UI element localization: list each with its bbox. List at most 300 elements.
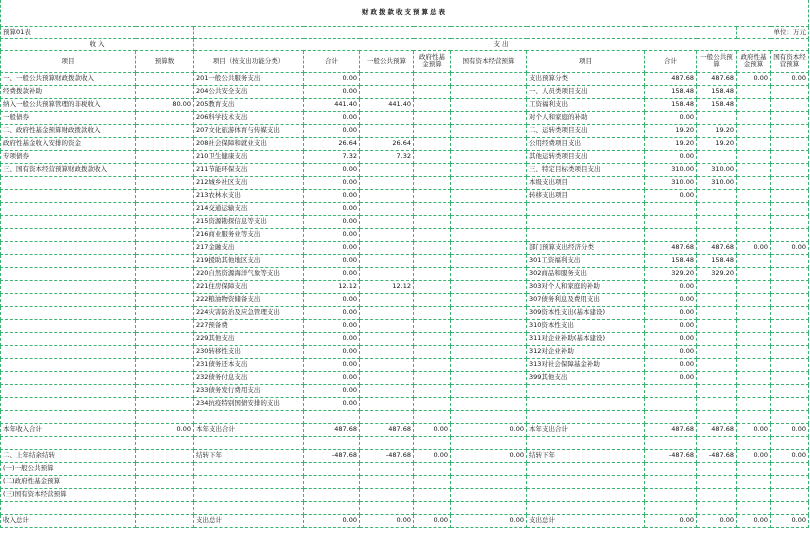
table-cell: 303对个人和家庭的补助 [527,280,645,293]
table-cell [1,280,136,293]
table-cell [360,501,414,514]
table-cell [136,358,194,371]
table-cell [1,306,136,319]
table-row [1,436,809,449]
table-cell: 0.00 [645,306,697,319]
table-cell [414,410,451,423]
table-cell [527,384,645,397]
table-row [1,85,809,98]
table-cell [136,371,194,384]
table-cell: 公用经费项目支出 [527,137,645,150]
table-row [1,332,809,345]
table-cell [697,501,737,514]
table-cell [451,150,527,163]
table-cell [360,475,414,488]
table-cell: 212城乡社区支出 [194,176,304,189]
table-cell [360,410,414,423]
table-cell [645,462,697,475]
col-header-state-capital2: 国有资本经营预算 [771,50,809,72]
table-cell: 0.00 [304,514,360,527]
table-cell [771,189,809,202]
table-cell [414,280,451,293]
table-cell [451,98,527,111]
table-cell [737,475,771,488]
table-cell [451,488,527,501]
table-cell [451,358,527,371]
table-cell: 231债务还本支出 [194,358,304,371]
table-cell [737,280,771,293]
table-cell [414,176,451,189]
table-cell: 0.00 [771,423,809,436]
table-cell [771,98,809,111]
table-cell [697,189,737,202]
table-cell [527,501,645,514]
section-row [1,38,809,50]
table-cell [771,215,809,228]
table-cell: 0.00 [414,514,451,527]
table-cell: 0.00 [360,514,414,527]
table-cell: 0.00 [645,150,697,163]
table-cell [451,72,527,85]
table-cell [737,345,771,358]
table-cell: 229其他支出 [194,332,304,345]
table-cell [360,85,414,98]
table-cell [136,462,194,475]
table-cell [360,306,414,319]
table-cell [136,215,194,228]
table-cell: 219援助其他地区支出 [194,254,304,267]
table-cell: 214交通运输支出 [194,202,304,215]
table-cell [136,254,194,267]
table-cell [771,501,809,514]
table-cell: 专项债券 [1,150,136,163]
table-cell: 0.00 [304,111,360,124]
table-cell [451,436,527,449]
table-cell [1,215,136,228]
table-cell [304,410,360,423]
table-cell [697,202,737,215]
table-cell [414,332,451,345]
table-row [1,111,809,124]
table-cell [645,475,697,488]
table-cell: 0.00 [771,241,809,254]
table-cell: 221住房保障支出 [194,280,304,293]
table-cell [1,384,136,397]
table-cell [194,436,304,449]
table-cell [737,215,771,228]
table-cell [136,410,194,423]
table-cell [1,228,136,241]
info-row [1,26,809,38]
table-cell [771,332,809,345]
table-cell [451,241,527,254]
table-cell: 0.00 [304,319,360,332]
table-cell: 0.00 [645,514,697,527]
table-cell [771,358,809,371]
table-row [1,449,809,462]
table-cell: 487.68 [304,423,360,436]
table-cell [414,319,451,332]
table-cell: 215资源勘探信息等支出 [194,215,304,228]
table-cell [645,436,697,449]
col-header-general: 一般公共预算 [360,50,414,72]
table-cell [360,189,414,202]
table-row [1,488,809,501]
table-cell: 结转下年 [194,449,304,462]
table-cell [737,189,771,202]
table-cell: 0.00 [304,254,360,267]
table-cell: 0.00 [645,371,697,384]
table-row [1,410,809,423]
table-cell: 441.40 [360,98,414,111]
table-cell [360,267,414,280]
table-cell [194,501,304,514]
table-cell [737,111,771,124]
table-cell [304,501,360,514]
table-cell: 207文化旅游体育与传媒支出 [194,124,304,137]
table-cell [737,163,771,176]
table-cell: 206科学技术支出 [194,111,304,124]
table-cell [451,501,527,514]
table-cell [697,150,737,163]
table-cell [737,306,771,319]
table-cell: 220自然资源海洋气象等支出 [194,267,304,280]
table-cell [360,241,414,254]
table-cell [451,345,527,358]
table-cell: 158.48 [645,98,697,111]
table-cell [1,345,136,358]
table-cell [136,488,194,501]
table-cell: 0.00 [645,319,697,332]
table-cell [360,319,414,332]
table-cell [414,306,451,319]
table-cell [414,358,451,371]
table-cell: 213农林水支出 [194,189,304,202]
col-header-total: 合计 [304,50,360,72]
table-cell [414,371,451,384]
table-cell [1,293,136,306]
table-cell [527,410,645,423]
table-cell [451,371,527,384]
table-cell: 0.00 [304,306,360,319]
table-cell: -487.68 [304,449,360,462]
table-cell [771,293,809,306]
table-cell [414,254,451,267]
table-row [1,306,809,319]
table-cell [136,293,194,306]
title-row [1,0,809,26]
table-row [1,319,809,332]
table-cell: 0.00 [737,423,771,436]
table-cell [136,397,194,410]
table-cell: 310.00 [645,176,697,189]
table-cell [1,501,136,514]
table-cell [771,150,809,163]
table-cell: 0.00 [414,449,451,462]
table-cell [451,163,527,176]
table-row [1,176,809,189]
table-row [1,345,809,358]
table-cell [414,436,451,449]
table-cell [737,410,771,423]
expense-section-header: 支 出 [194,38,809,50]
table-cell [414,72,451,85]
table-cell [304,488,360,501]
table-cell [737,488,771,501]
table-cell [451,189,527,202]
table-cell: 158.48 [697,98,737,111]
table-cell: 0.00 [304,397,360,410]
table-row [1,267,809,280]
table-cell [1,189,136,202]
table-cell: 233债务发行费用支出 [194,384,304,397]
table-cell [136,436,194,449]
table-cell: 399其他支出 [527,371,645,384]
table-cell: 三、国有资本经营预算财政拨款收入 [1,163,136,176]
table-cell [414,228,451,241]
table-cell: 0.00 [304,72,360,85]
table-cell: 0.00 [304,267,360,280]
table-cell [1,397,136,410]
table-cell: 441.40 [304,98,360,111]
table-cell: 12.12 [360,280,414,293]
table-cell: 三、特定目标类项目支出 [527,163,645,176]
table-cell [737,137,771,150]
table-cell: 310资本性支出 [527,319,645,332]
table-cell: 0.00 [771,449,809,462]
table-cell: 19.20 [645,137,697,150]
table-cell: 19.20 [645,124,697,137]
table-cell [527,228,645,241]
table-cell [697,111,737,124]
table-cell [527,202,645,215]
table-cell: -487.68 [360,449,414,462]
table-cell [1,254,136,267]
col-header-gov-fund2: 政府性基金预算 [737,50,771,72]
table-cell: 19.20 [697,137,737,150]
table-cell: 310.00 [697,176,737,189]
table-row [1,384,809,397]
table-cell: 本年支出合计 [527,423,645,436]
table-cell [1,202,136,215]
table-cell [194,462,304,475]
table-cell: 12.12 [304,280,360,293]
table-row [1,358,809,371]
form-id: 预算01表 [1,26,194,38]
table-cell [737,124,771,137]
table-row [1,72,809,85]
table-cell: 0.00 [771,72,809,85]
table-cell [414,475,451,488]
table-cell [527,462,645,475]
table-cell: 0.00 [304,358,360,371]
table-cell [451,462,527,475]
table-cell [645,410,697,423]
table-cell [737,397,771,410]
table-cell [737,293,771,306]
table-cell [451,410,527,423]
table-cell [697,319,737,332]
table-cell [360,111,414,124]
col-header-total2: 合计 [645,50,697,72]
table-cell: 一、一般公共预算财政拨款收入 [1,72,136,85]
table-cell: 0.00 [645,358,697,371]
table-cell [414,345,451,358]
table-cell: 216商业服务业等支出 [194,228,304,241]
table-cell [360,488,414,501]
table-cell: 311对企业补助(基本建设) [527,332,645,345]
table-cell [136,176,194,189]
col-header-gov-fund: 政府性基金预算 [414,50,451,72]
table-cell [451,293,527,306]
table-cell: 0.00 [645,189,697,202]
table-cell [697,345,737,358]
table-cell [1,358,136,371]
table-cell: 0.00 [737,449,771,462]
table-cell [771,371,809,384]
table-cell [737,371,771,384]
table-cell: 158.48 [645,85,697,98]
table-cell [737,462,771,475]
table-cell [136,150,194,163]
table-cell [414,137,451,150]
table-cell: 0.00 [737,72,771,85]
table-cell: 487.68 [697,241,737,254]
table-cell [737,202,771,215]
table-cell [360,228,414,241]
table-cell [645,228,697,241]
table-cell [771,319,809,332]
table-cell: 二、政府性基金预算财政拨款收入 [1,124,136,137]
table-cell [360,384,414,397]
table-cell [194,475,304,488]
table-cell [737,384,771,397]
table-cell [451,397,527,410]
table-cell: 158.48 [697,85,737,98]
table-cell: (三)国有资本经营预算 [1,488,136,501]
table-cell: 487.68 [645,72,697,85]
table-cell: 205教育支出 [194,98,304,111]
table-cell: 0.00 [304,345,360,358]
table-cell: 0.00 [304,202,360,215]
table-cell [737,319,771,332]
table-cell: 26.64 [304,137,360,150]
table-cell: 纳入一般公共预算管理的非税收入 [1,98,136,111]
table-cell [527,475,645,488]
table-cell: 310.00 [645,163,697,176]
table-cell: 一般债券 [1,111,136,124]
table-cell [414,293,451,306]
table-cell: 0.00 [697,514,737,527]
table-cell [451,332,527,345]
table-cell: 158.48 [697,254,737,267]
table-cell [451,267,527,280]
table-cell: 0.00 [451,423,527,436]
table-cell [771,254,809,267]
table-cell [737,150,771,163]
table-cell [451,176,527,189]
table-cell: 0.00 [451,449,527,462]
table-cell [360,72,414,85]
table-row [1,124,809,137]
col-header-func-item: 项目（按支出功能分类） [194,50,304,72]
table-title: 财政拨款收支预算总表 [1,0,809,26]
table-cell [360,345,414,358]
table-row [1,228,809,241]
table-cell [1,371,136,384]
table-cell: 0.00 [304,371,360,384]
table-cell [136,280,194,293]
table-cell: 227预备费 [194,319,304,332]
table-cell [414,215,451,228]
table-cell [360,462,414,475]
table-cell [771,280,809,293]
table-cell [697,332,737,345]
table-cell: 0.00 [451,514,527,527]
table-cell: 208社会保障和就业支出 [194,137,304,150]
table-cell [1,319,136,332]
table-cell: 0.00 [304,85,360,98]
table-cell [451,306,527,319]
table-cell: 二、运转类项目支出 [527,124,645,137]
table-cell [737,98,771,111]
table-cell [771,85,809,98]
table-cell [697,306,737,319]
table-cell [1,241,136,254]
table-cell: 19.20 [697,124,737,137]
table-cell: 支出预算分类 [527,72,645,85]
table-cell: 487.68 [645,241,697,254]
table-cell: 487.68 [645,423,697,436]
table-cell [414,202,451,215]
table-row [1,150,809,163]
table-cell [360,176,414,189]
table-cell [414,98,451,111]
table-cell [771,202,809,215]
table-cell [737,436,771,449]
table-cell [771,475,809,488]
table-cell [737,332,771,345]
table-row [1,254,809,267]
table-cell [136,137,194,150]
table-cell [360,358,414,371]
table-cell [1,176,136,189]
table-cell [360,124,414,137]
col-header-budget: 预算数 [136,50,194,72]
table-cell [451,215,527,228]
table-cell [136,332,194,345]
table-cell: 217金融支出 [194,241,304,254]
table-cell [737,228,771,241]
table-cell [414,111,451,124]
table-cell: 310.00 [697,163,737,176]
table-cell: 0.00 [304,215,360,228]
table-cell: 本级支出项目 [527,176,645,189]
table-cell [697,436,737,449]
table-cell [136,267,194,280]
table-cell [645,384,697,397]
table-cell [771,267,809,280]
table-cell [451,111,527,124]
table-cell [527,436,645,449]
table-cell: 26.64 [360,137,414,150]
table-cell: 对个人和家庭的补助 [527,111,645,124]
table-cell: 0.00 [645,293,697,306]
table-cell: 一、人员类项目支出 [527,85,645,98]
table-cell: 329.20 [645,267,697,280]
table-cell: (一)一般公共预算 [1,462,136,475]
table-cell: 230转移性支出 [194,345,304,358]
